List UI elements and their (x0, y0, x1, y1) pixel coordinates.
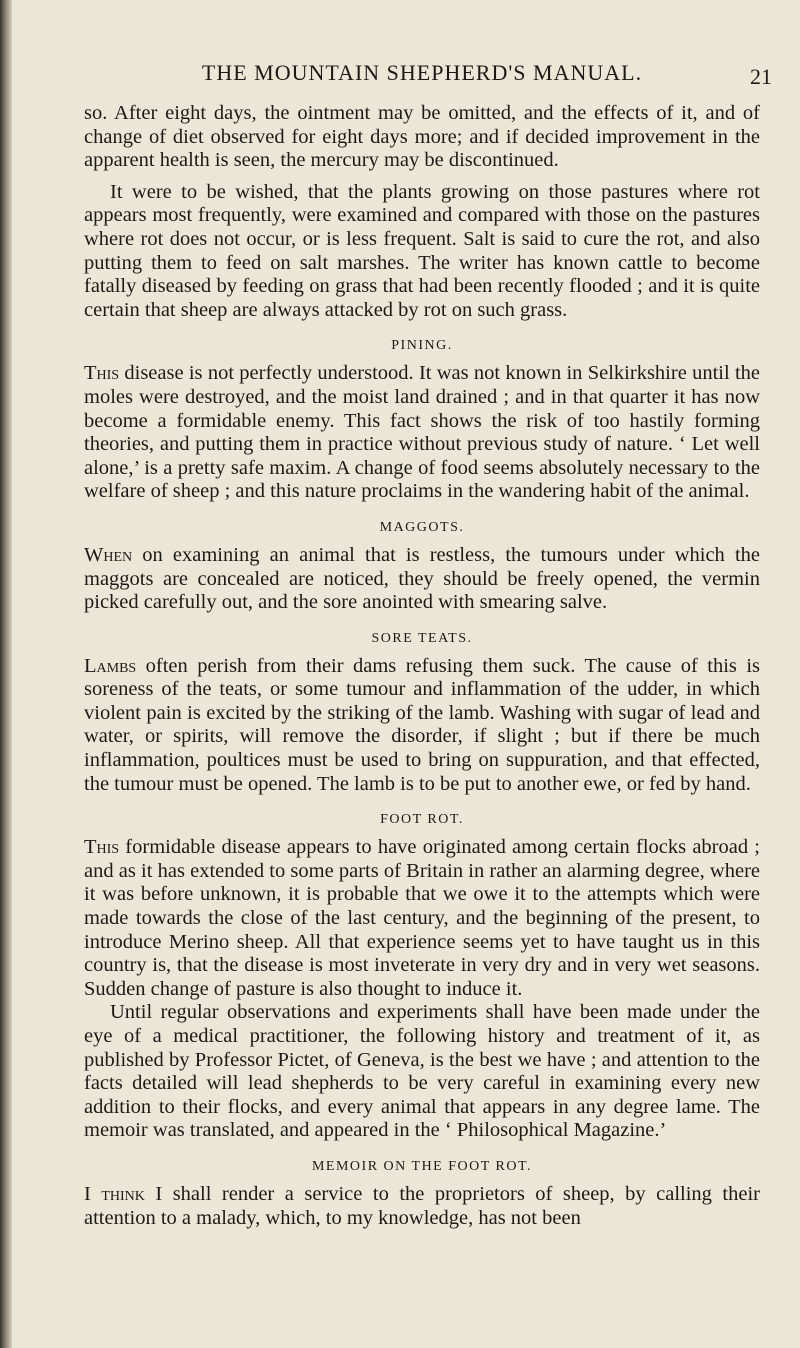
paragraph (84, 836, 760, 1001)
paragraph-lead-word: This (84, 836, 120, 859)
paragraph (84, 1001, 760, 1143)
paragraph-lead-word: This (84, 362, 120, 385)
paragraph-text: It were to be wished, that the plants growing on those pastures where rot appears most frequently, were examined and compared with those on the pastures where rot does not occur, or is less frequent. Salt is said to cure the rot, and also putting them to feed on salt marshes. The writer has known cattle to become fatally diseased by feeding on grass that had been recently flooded ; and it is quite certain that sheep are always attacked by rot on such grass. (84, 180, 760, 321)
running-head (84, 60, 772, 90)
paragraph-text: so. After eight days, the ointment may be omitted, and the effects of it, and of change of diet observed for eight days more; and if decided improvement in the apparent health is seen, the mercury may be discontinued. (84, 102, 760, 172)
page-binding-edge (0, 0, 12, 1348)
section-heading: PINING. (391, 338, 453, 354)
section-heading: FOOT ROT. (380, 812, 464, 828)
paragraph (84, 181, 760, 323)
paragraph (84, 102, 760, 173)
paragraph-text: Until regular observations and experiments shall have been made under the eye of a medical practitioner, the following history and treatment of it, as published by Professor Pictet, of Geneva, is the best we have ; and attention to the facts detailed will lead shepherds to be very careful in examining every new addition to their flocks, and every animal that appears in any degree lame. The memoir was translated, and appeared in the ‘ Philosophical Magazine.’ (84, 1001, 760, 1142)
paragraph-text: disease is not perfectly understood. It was not known in Selkirkshire until the moles were destroyed, and the moist land drained ; and in that quarter it has now become a formidable enemy. This fact shows the risk of too hastily forming theories, and putting them in practice without previous study of nature. ‘ Let well alone,’ is a pretty safe maxim. A change of food seems absolutely necessary to the welfare of sheep ; and this nature proclaims in the wandering habit of the animal. (84, 362, 760, 503)
paragraph-text: I shall render a service to the proprietors of sheep, by calling their attention to a malady, which, to my knowledge, has not been (84, 1182, 760, 1229)
page-number: 21 (750, 64, 772, 89)
paragraph (84, 362, 760, 504)
section-heading: MAGGOTS. (379, 519, 465, 535)
page-body (84, 102, 760, 1230)
paragraph (84, 544, 760, 615)
paragraph-text: formidable disease appears to have originated among certain flocks abroad ; and as it has extended to some parts of Britain in rather an alarming degree, where it was before unknown, it is probable that we owe it to the attempts which were made towards the close of the last century, and the beginning of the present, to introduce Merino sheep. All that experience seems yet to have taught us in this country is, that the disease is most inveterate in very dry and in very wet seasons. Sudden change of pasture is also thought to induce it. (84, 836, 760, 1000)
book-page (84, 60, 772, 1230)
paragraph-text: on examining an animal that is restless, the tumours under which the maggots are concealed are noticed, they should be freely opened, the vermin picked carefully out, and the sore anointed with smearing salve. (84, 543, 760, 614)
paragraph (84, 1183, 760, 1230)
paragraph-text: often perish from their dams refusing them suck. The cause of this is soreness of the teats, or some tumour and inflammation of the udder, in which violent pain is excited by the striking of the lamb. Washing with sugar of lead and water, or spirits, will remove the disorder, if slight ; but if there be much inflammation, poultices must be used to bring on suppuration, and that effected, the tumour must be opened. The lamb is to be put to another ewe, or fed by hand. (84, 654, 760, 795)
paragraph (84, 655, 760, 797)
paragraph-lead-word: Lambs (84, 654, 137, 677)
paragraph-lead-word: I think (84, 1182, 145, 1205)
section-heading: SORE TEATS. (371, 630, 473, 646)
paragraph-lead-word: When (84, 543, 133, 566)
running-title: THE MOUNTAIN SHEPHERD'S MANUAL. (201, 60, 643, 85)
section-heading: MEMOIR ON THE FOOT ROT. (311, 1158, 532, 1174)
